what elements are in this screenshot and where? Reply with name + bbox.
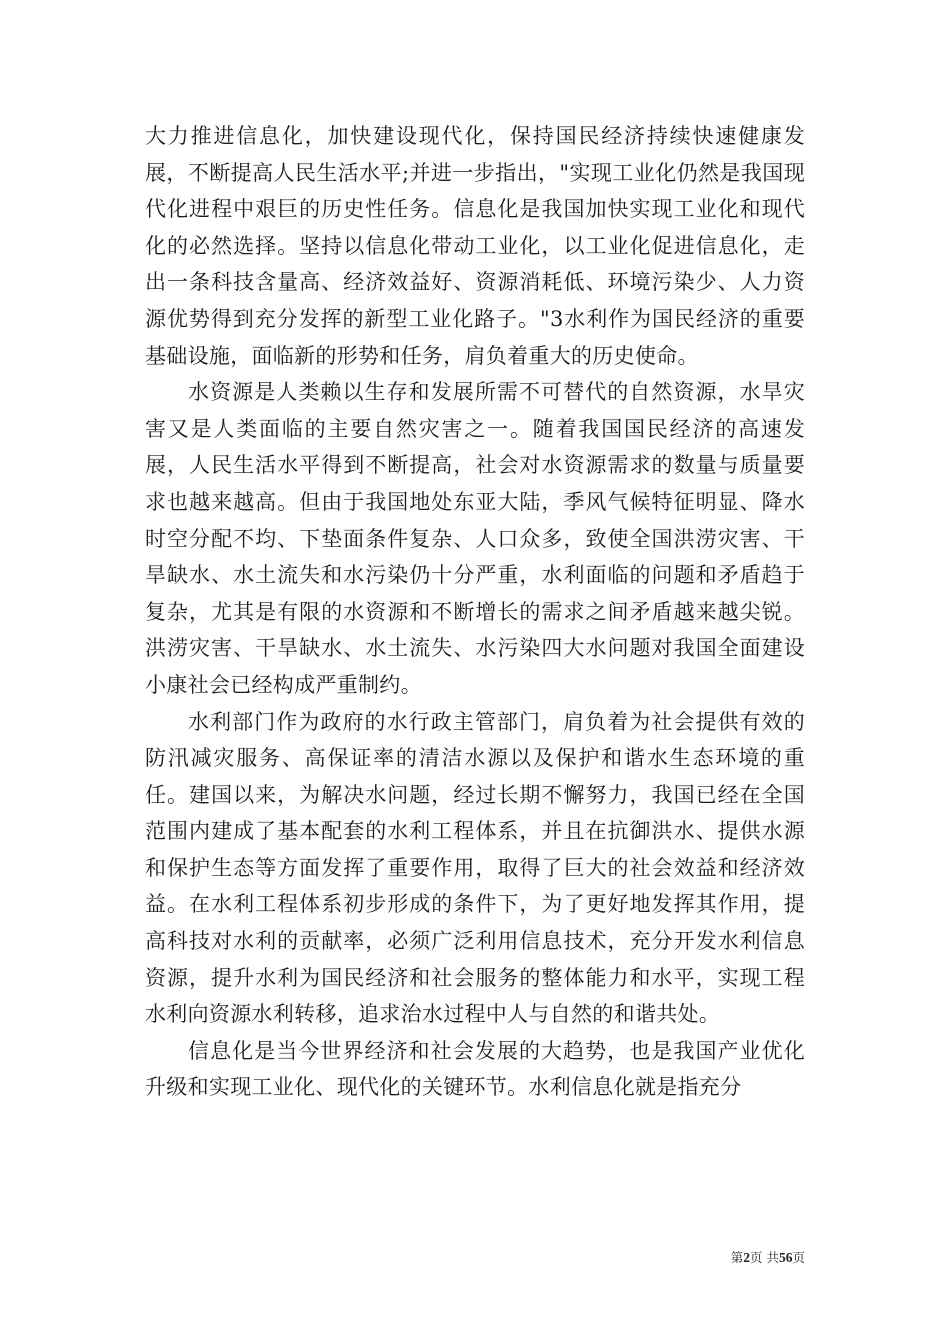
footer-total-pages: 56 [778, 1250, 793, 1265]
page-number-footer [645, 1248, 805, 1266]
paragraph-1: 大力推进信息化，加快建设现代化，保持国民经济持续快速健康发展，不断提高人民生活水平;并进一步指出，"实现工业化仍然是我国现代化进程中艰巨的历史性任务。信息化是我国加快实现工业化和现代化的必然选择。坚持以信息化带动工业化，以工业化促进信息化，走出一条科技含量高、经济效益好、资源消耗低、环境污染少、人力资源优势得到充分发挥的新型工业化路子。"3水利作为国民经济的重要基础设施，面临新的形势和任务，肩负着重大的历史使命。 [145, 124, 805, 368]
paragraph-3: 水利部门作为政府的水行政主管部门，肩负着为社会提供有效的防汛减灾服务、高保证率的清洁水源以及保护和谐水生态环境的重任。建国以来，为解决水问题，经过长期不懈努力，我国已经在全国范围内建成了基本配套的水利工程体系，并且在抗御洪水、提供水源和保护生态等方面发挥了重要作用，取得了巨大的社会效益和经济效益。在水利工程体系初步形成的条件下，为了更好地发挥其作用，提高科技对水利的贡献率，必须广泛利用信息技术，充分开发水利信息资源，提升水利为国民经济和社会服务的整体能力和水平，实现工程水利向资源水利转移，追求治水过程中人与自然的和谐共处。 [145, 709, 805, 1027]
footer-middle: 页 共 [750, 1250, 779, 1265]
paragraph-2: 水资源是人类赖以生存和发展所需不可替代的自然资源，水旱灾害又是人类面临的主要自然灾害之一。随着我国国民经济的高速发展，人民生活水平得到不断提高，社会对水资源需求的数量与质量要求也越来越高。但由于我国地处东亚大陆，季风气候特征明显、降水时空分配不均、下垫面条件复杂、人口众多，致使全国洪涝灾害、干旱缺水、水土流失和水污染仍十分严重，水利面临的问题和矛盾趋于复杂，尤其是有限的水资源和不断增长的需求之间矛盾越来越尖锐。洪涝灾害、干旱缺水、水土流失、水污染四大水问题对我国全面建设小康社会已经构成严重制约。 [145, 380, 805, 697]
document-body [145, 118, 805, 1106]
footer-suffix: 页 [792, 1250, 805, 1265]
footer-prefix: 第 [730, 1250, 744, 1265]
footer-current-page: 2 [743, 1250, 750, 1265]
paragraph-4: 信息化是当今世界经济和社会发展的大趋势，也是我国产业优化升级和实现工业化、现代化的关键环节。水利信息化就是指充分 [145, 1038, 805, 1100]
